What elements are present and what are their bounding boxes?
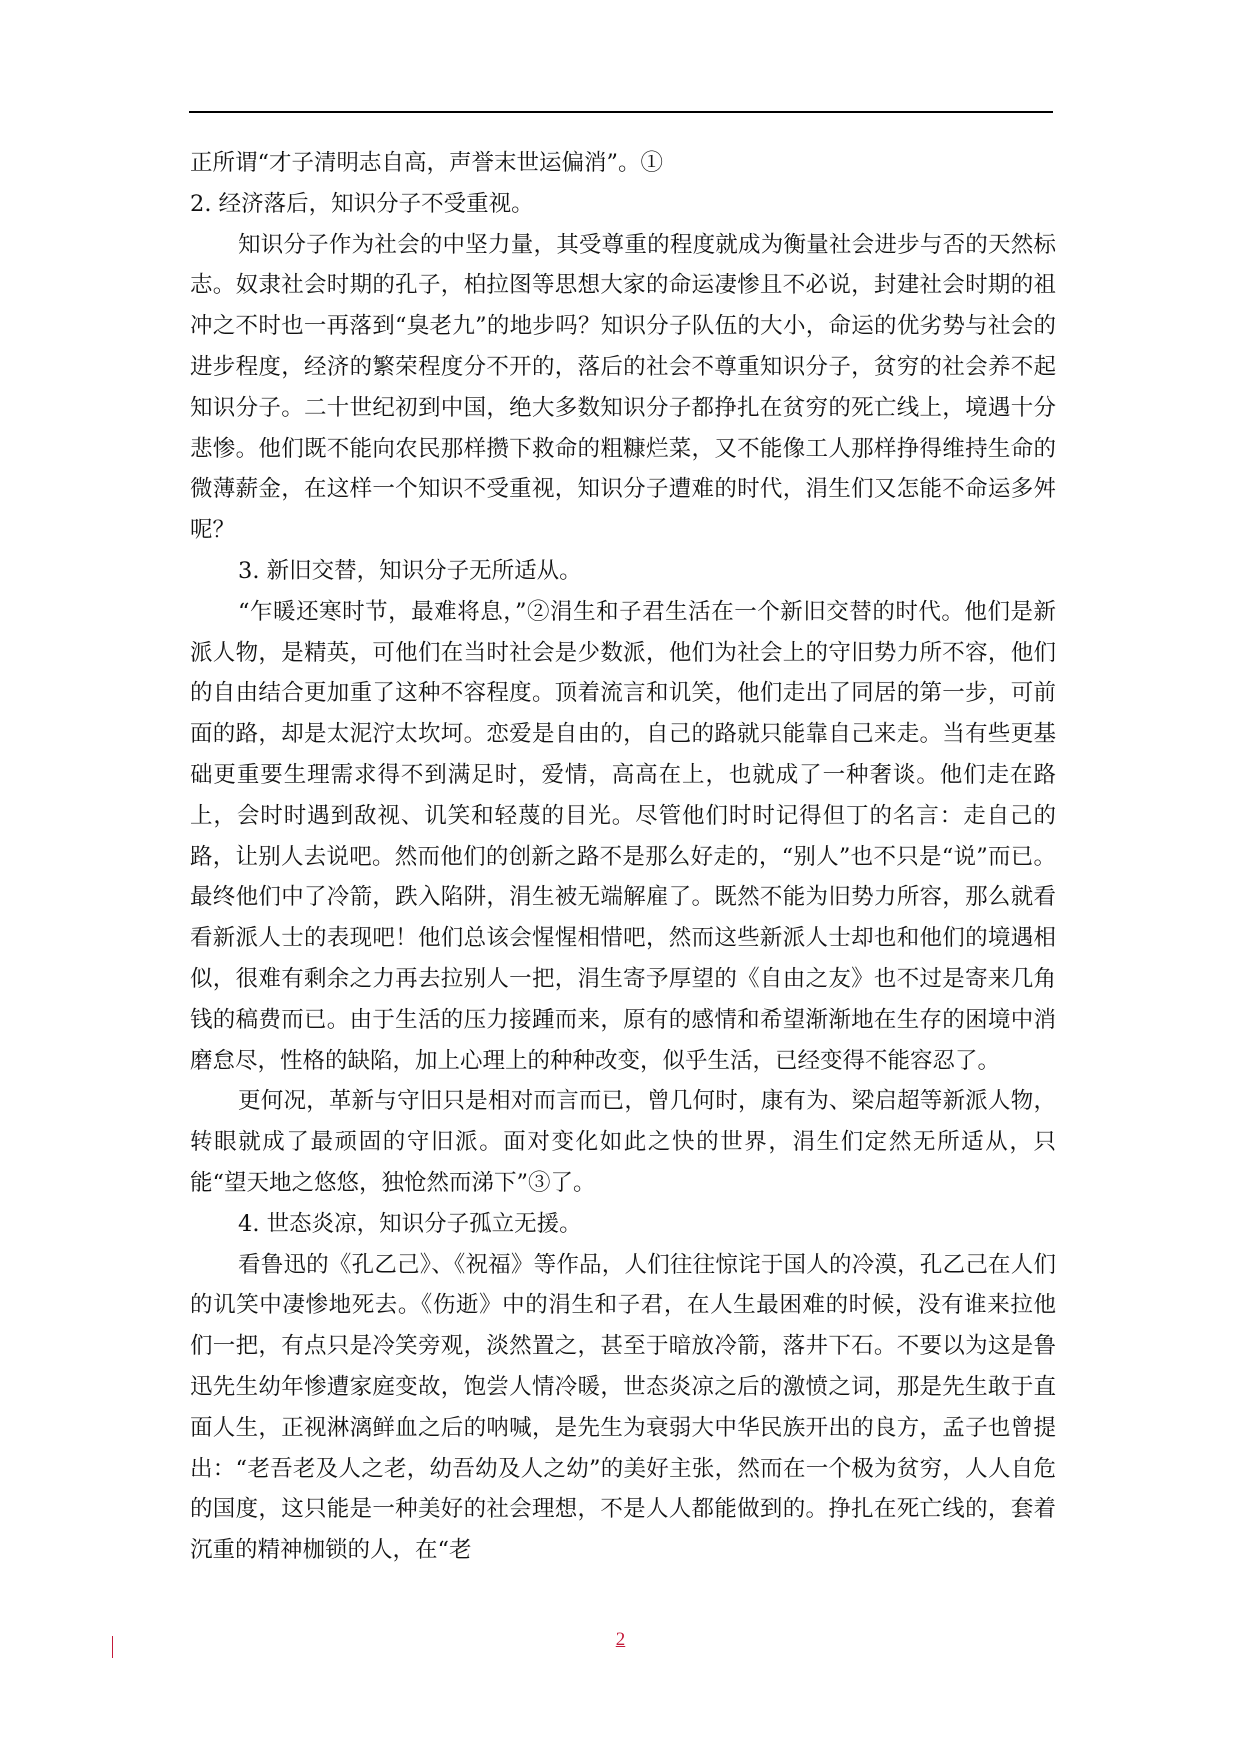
paragraph-world-coldness: 看鲁迅的《孔乙己》、《祝福》等作品，人们往往惊诧于国人的冷漠，孔乙己在人们的讥笑中凄惨地死去。《伤逝》中的涓生和子君，在人生最困难的时候，没有谁来拉他们一把，有点只是冷笑旁观，淡然置之，甚至于暗放冷箭，落井下石。不要以为这是鲁迅先生幼年惨遭家庭变故，饱尝人情冷暖，世态炎凉之后的激愤之词，那是先生敢于直面人生，正视淋漓鲜血之后的呐喊，是先生为衰弱大中华民族开出的良方，孟子也曾提出：“老吾老及人之老，幼吾幼及人之幼”的美好主张，然而在一个极为贫穷，人人自危的国度，这只能是一种美好的社会理想，不是人人都能做到的。挣扎在死亡线的，套着沉重的精神枷锁的人，在“老 bbox=[190, 1251, 1056, 1564]
header-rule bbox=[189, 111, 1053, 113]
paragraph-continued-quote: 正所谓“才子清明志自高，声誉末世运偏消”。① bbox=[190, 150, 664, 176]
section-heading-3: 3. 新旧交替，知识分子无所适从。 bbox=[238, 557, 582, 584]
section-heading-2: 2. 经济落后，知识分子不受重视。 bbox=[190, 190, 534, 217]
paragraph-reform: 更何况，革新与守旧只是相对而言而已，曾几何时，康有为、梁启超等新派人物，转眼就成了最顽固的守旧派。面对变化如此之快的世界，涓生们定然无所适从，只能“望天地之悠悠，独怆然而涕下”③了。 bbox=[190, 1088, 1056, 1196]
paragraph-transition: “乍暖还寒时节，最难将息，”②涓生和子君生活在一个新旧交替的时代。他们是新派人物，是精英，可他们在当时社会是少数派，他们为社会上的守旧势力所不容，他们的自由结合更加重了这种不容程度。顶着流言和讥笑，他们走出了同居的第一步，可前面的路，却是太泥泞太坎坷。恋爱是自由的，自己的路就只能靠自己来走。当有些更基础更重要生理需求得不到满足时，爱情，高高在上，也就成了一种奢谈。他们走在路上，会时时遇到敌视、讥笑和轻蔑的目光。尽管他们时时记得但丁的名言：走自己的路，让别人去说吧。然而他们的创新之路不是那么好走的，“别人”也不只是“说”而已。最终他们中了冷箭，跌入陷阱，涓生被无端解雇了。既然不能为旧势力所容，那么就看看新派人士的表现吧！他们总该会惺惺相惜吧，然而这些新派人士却也和他们的境遇相似，很难有剩余之力再去拉别人一把，涓生寄予厚望的《自由之友》也不过是寄来几角钱的稿费而已。由于生活的压力接踵而来，原有的感情和希望渐渐地在生存的困境中消磨怠尽，性格的缺陷，加上心理上的种种改变，似乎生活，已经变得不能容忍了。 bbox=[190, 598, 1056, 1074]
paragraph-economy: 知识分子作为社会的中坚力量，其受尊重的程度就成为衡量社会进步与否的天然标志。奴隶社会时期的孔子，柏拉图等思想大家的命运凄惨且不必说，封建社会时期的祖冲之不时也一再落到“臭老九”的地步吗？知识分子队伍的大小，命运的优劣势与社会的进步程度，经济的繁荣程度分不开的，落后的社会不尊重知识分子，贫穷的社会养不起知识分子。二十世纪初到中国，绝大多数知识分子都挣扎在贫穷的死亡线上，境遇十分悲惨。他们既不能向农民那样攒下救命的粗糠烂菜，又不能像工人那样挣得维持生命的微薄薪金，在这样一个知识不受重视，知识分子遭难的时代，涓生们又怎能不命运多舛呢？ bbox=[190, 231, 1056, 544]
body-text bbox=[190, 143, 1056, 1571]
page-number: 2 bbox=[615, 1629, 626, 1650]
section-heading-4: 4. 世态炎凉，知识分子孤立无援。 bbox=[238, 1210, 582, 1237]
